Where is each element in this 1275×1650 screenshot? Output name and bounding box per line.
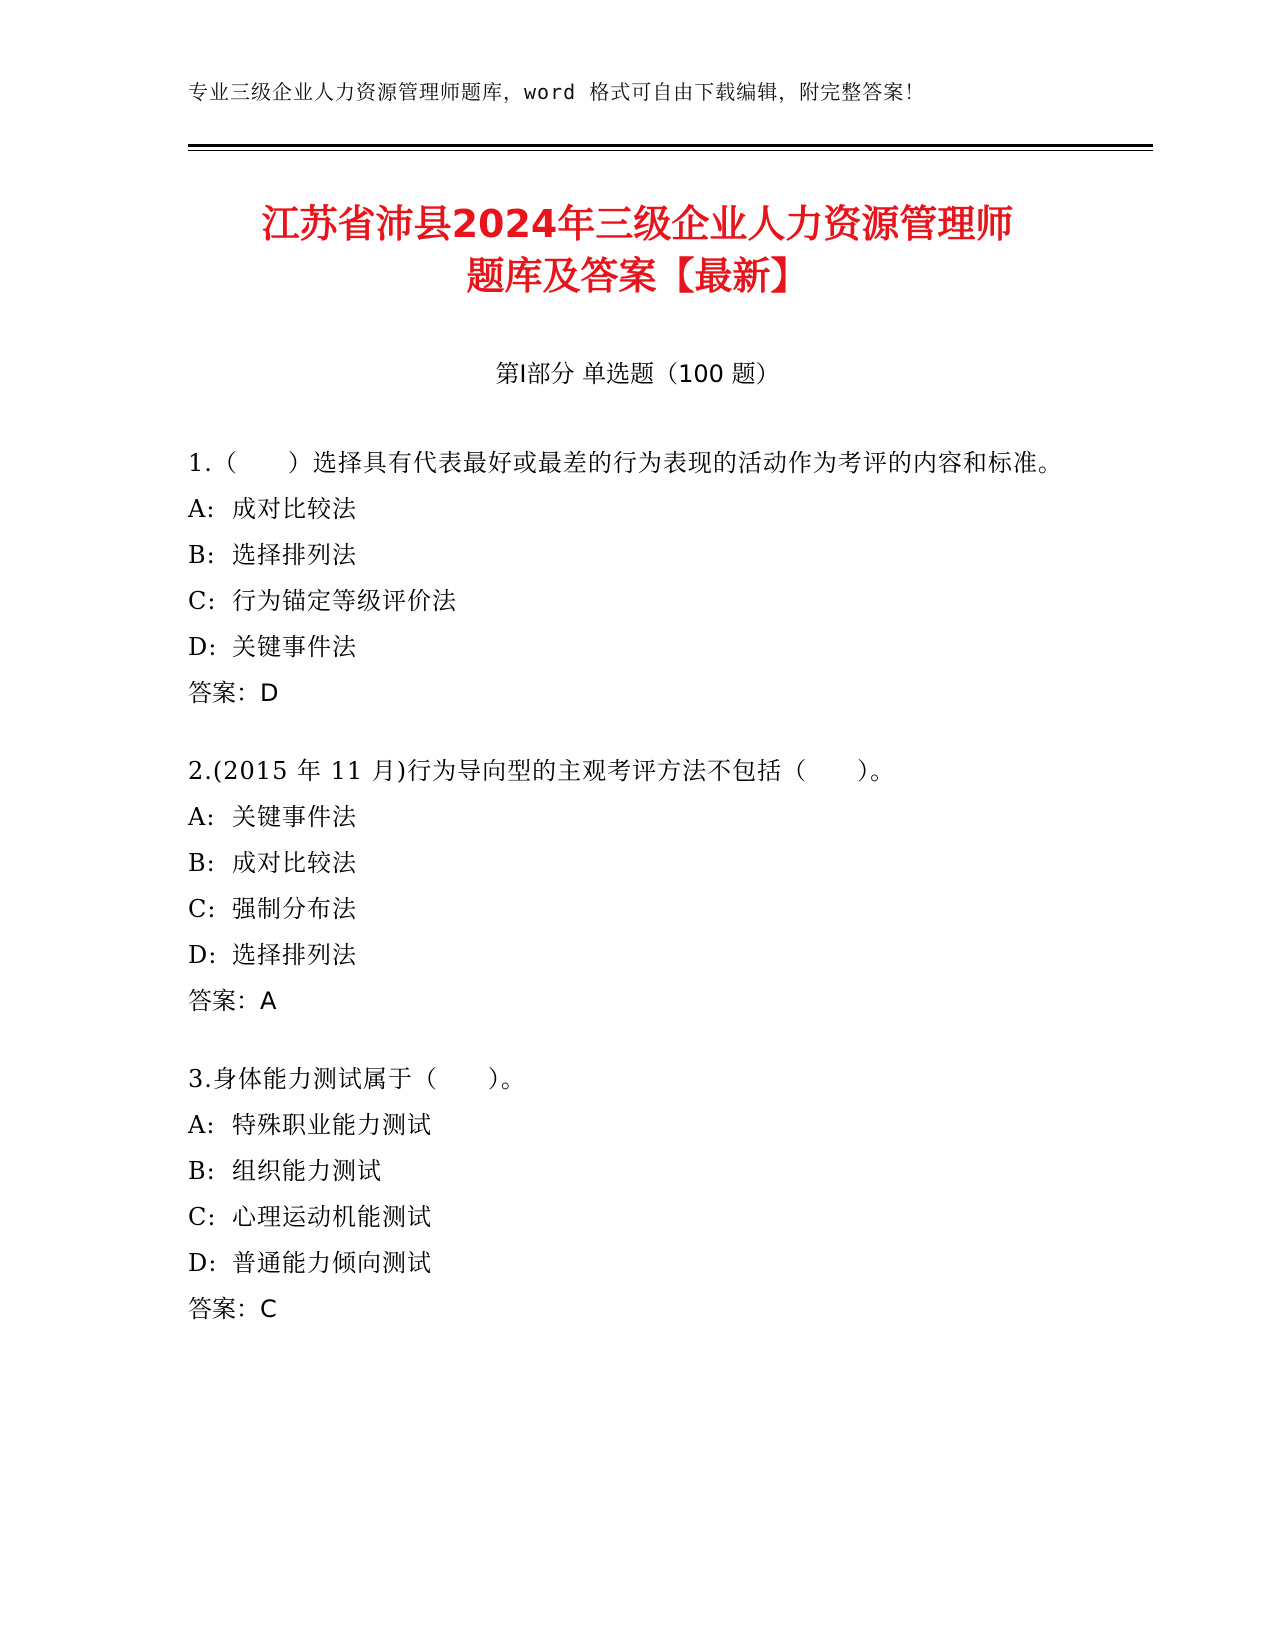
option-a [188,1102,1088,1148]
option-text: 组织能力测试 [232,1157,382,1185]
option-b [188,532,1088,578]
header-rule-thick [188,144,1153,147]
option-letter: C: [188,1203,217,1231]
question-1 [188,440,1088,716]
answer-line: 答案：D [188,679,279,707]
option-text: 行为锚定等级评价法 [232,587,457,615]
option-text: 心理运动机能测试 [232,1203,432,1231]
title-line-1: 江苏省沛县2024年三级企业人力资源管理师 [261,202,1014,246]
document-title [150,198,1125,302]
option-text: 关键事件法 [232,803,357,831]
option-d [188,624,1088,670]
option-b [188,840,1088,886]
question-stem: 3.身体能力测试属于（ ）。 [188,1065,526,1093]
option-b [188,1148,1088,1194]
question-3 [188,1056,1088,1332]
option-text: 成对比较法 [232,495,357,523]
question-stem: 1.（ ）选择具有代表最好或最差的行为表现的活动作为考评的内容和标准。 [188,449,1063,477]
option-letter: C: [188,895,217,923]
option-letter: D: [188,1249,218,1277]
question-stem: 2.(2015 年 11 月)行为导向型的主观考评方法不包括（ ）。 [188,757,896,785]
option-letter: A: [188,1111,216,1139]
option-text: 特殊职业能力测试 [232,1111,432,1139]
option-a [188,486,1088,532]
option-letter: B: [188,541,216,569]
option-text: 选择排列法 [232,941,357,969]
option-letter: A: [188,495,216,523]
option-a [188,794,1088,840]
option-text: 关键事件法 [232,633,357,661]
option-letter: C: [188,587,217,615]
option-d [188,932,1088,978]
option-c [188,1194,1088,1240]
option-text: 选择排列法 [232,541,357,569]
option-letter: B: [188,1157,216,1185]
option-letter: B: [188,849,216,877]
answer-line: 答案：C [188,1295,277,1323]
option-c [188,886,1088,932]
question-list [188,440,1088,1364]
option-d [188,1240,1088,1286]
option-letter: D: [188,941,218,969]
option-letter: A: [188,803,216,831]
option-text: 成对比较法 [232,849,357,877]
question-2 [188,748,1088,1024]
title-line-2: 题库及答案【最新】 [466,254,809,298]
header-note: 专业三级企业人力资源管理师题库，word 格式可自由下载编辑，附完整答案！ [188,80,926,104]
header-rule-thin [188,150,1153,151]
section-heading: 第Ⅰ部分 单选题（100 题） [495,360,780,388]
option-c [188,578,1088,624]
option-text: 强制分布法 [232,895,357,923]
answer-line: 答案：A [188,987,277,1015]
option-letter: D: [188,633,218,661]
option-text: 普通能力倾向测试 [232,1249,432,1277]
